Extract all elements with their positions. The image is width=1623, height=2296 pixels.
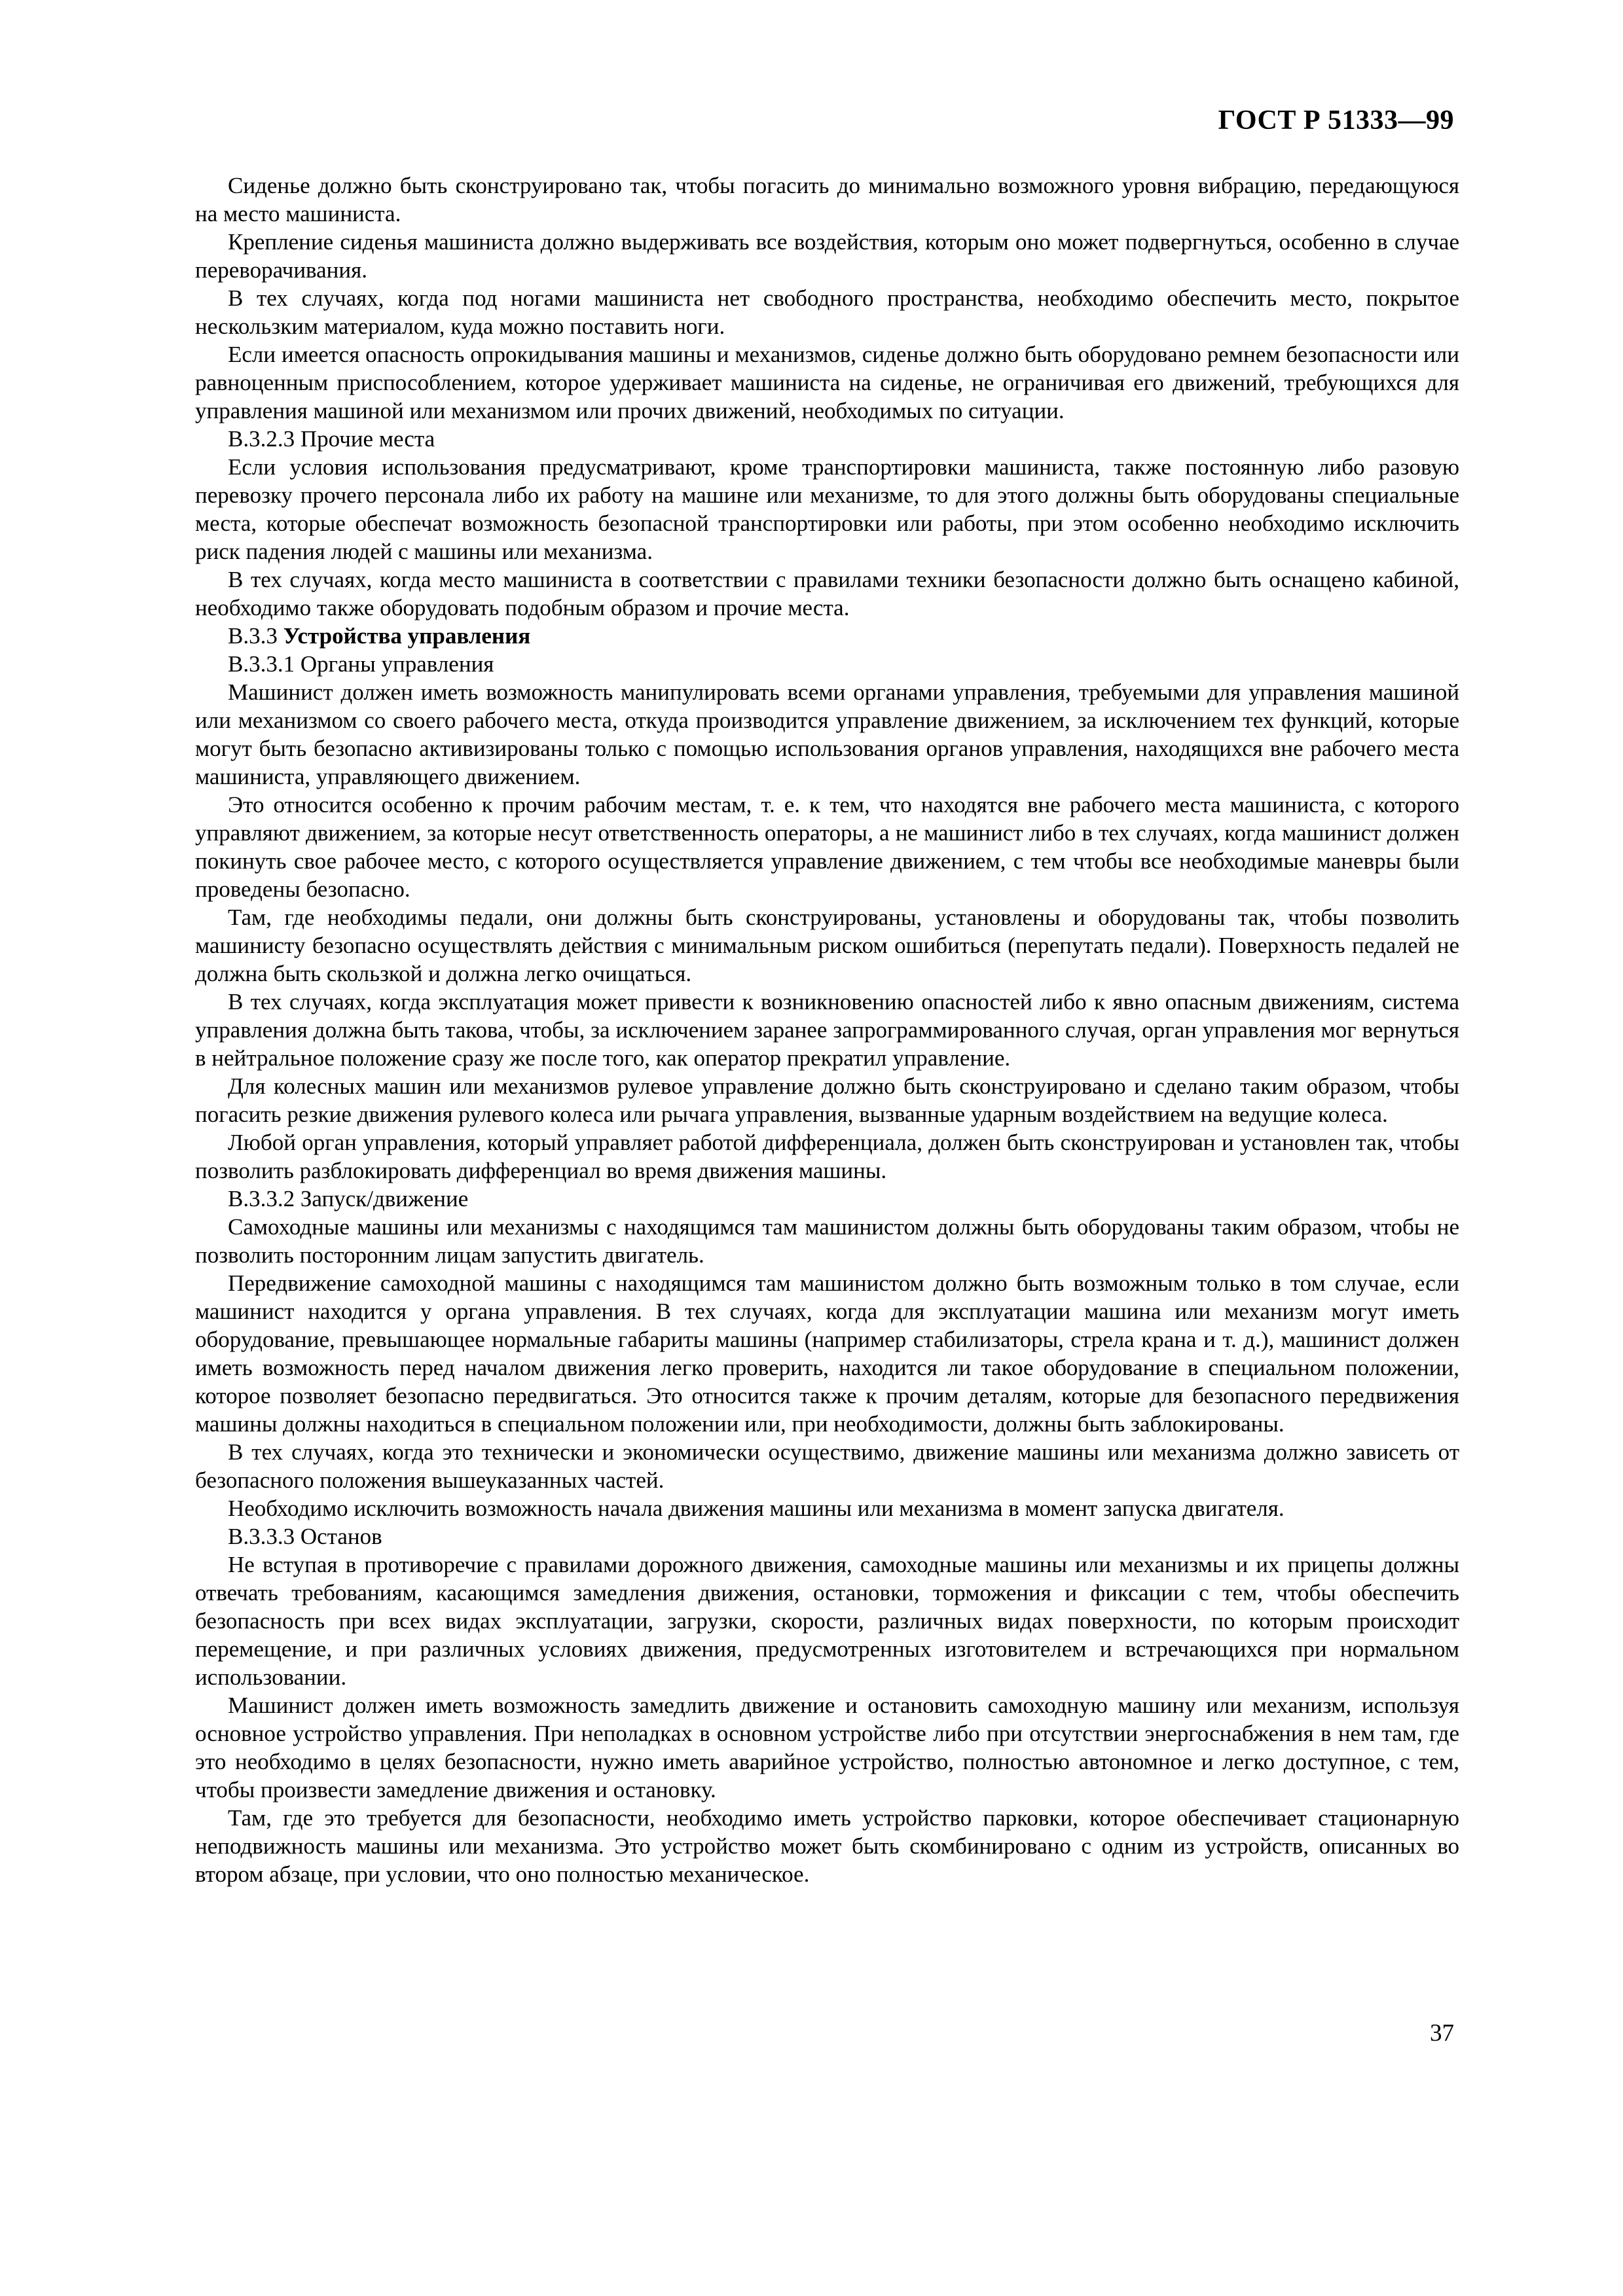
paragraph: Машинист должен иметь возможность замедлить движение и остановить самоходную машину или механизм, используя основное устройство управления. При неполадках в основном устройстве либо при отсутствии энергоснабжения в нем там, где это необходимо в целях безопасности, нужно иметь аварийное устройство, полностью автономное и легко доступное, с тем, чтобы произвести замедление движения и остановку. xyxy=(195,1693,1459,1803)
paragraph: Если имеется опасность опрокидывания машины и механизмов, сиденье должно быть оборудовано ремнем безопасности или равноценным приспособлением, которое удерживает машиниста на сиденье, не ограничивая его движений, требующихся для управления машиной или механизмом или прочих движений, необходимых по ситуации. xyxy=(195,342,1459,423)
section-title: Устройства управления xyxy=(283,623,531,649)
paragraph: Не вступая в противоречие с правилами дорожного движения, самоходные машины или механизмы и их прицепы должны отвечать требованиям, касающимся замедления движения, остановки, торможения и фиксации с тем, чтобы обеспечить безопасность при всех видах эксплуатации, загрузки, скорости, различных видах поверхности, по которым происходит перемещение, и при различных условиях движения, предусмотренных изготовителем и встречающихся при нормальном использовании. xyxy=(195,1552,1459,1690)
paragraph: Для колесных машин или механизмов рулевое управление должно быть сконструировано и сделано таким образом, чтобы погасить резкие движения рулевого колеса или рычага управления, вызванные ударным воздействием на ведущие колеса. xyxy=(195,1073,1459,1127)
document-header: ГОСТ Р 51333—99 xyxy=(1218,105,1454,135)
paragraph: Самоходные машины или механизмы с находящимся там машинистом должны быть оборудованы таким образом, чтобы не позволить посторонним лицам запустить двигатель. xyxy=(195,1214,1459,1268)
section-heading xyxy=(195,622,1459,650)
page-number: 37 xyxy=(1430,2020,1454,2047)
paragraph: В тех случаях, когда место машиниста в соответствии с правилами техники безопасности должно быть оснащено кабиной, необходимо также оборудовать подобным образом и прочие места. xyxy=(195,567,1459,620)
paragraph: Там, где необходимы педали, они должны быть сконструированы, установлены и оборудованы так, чтобы позволить машинисту безопасно осуществлять действия с минимальным риском ошибиться (перепутать педали). Поверхность педалей не должна быть скользкой и должна легко очищаться. xyxy=(195,905,1459,986)
paragraph: Крепление сиденья машиниста должно выдерживать все воздействия, которым оно может подвергнуться, особенно в случае переворачивания. xyxy=(195,229,1459,283)
section-heading: В.3.3.2 Запуск/движение xyxy=(228,1186,469,1211)
section-heading: В.3.3.1 Органы управления xyxy=(228,651,494,677)
paragraph: Сиденье должно быть сконструировано так, чтобы погасить до минимально возможного уровня вибрацию, передающуюся на место машиниста. xyxy=(195,173,1459,226)
section-heading: В.3.3.3 Останов xyxy=(228,1524,382,1549)
section-number: В.3.3 xyxy=(228,623,278,649)
paragraph: Передвижение самоходной машины с находящимся там машинистом должно быть возможным только в том случае, если машинист находится у органа управления. В тех случаях, когда для эксплуатации машина или механизм могут иметь оборудование, превышающее нормальные габариты машины (например стабилизаторы, стрела крана и т. д.), машинист должен иметь возможность перед началом движения легко проверить, находится ли такое оборудование в специальном положении, которое позволяет безопасно передвигаться. Это относится также к прочим деталям, которые для безопасного передвижения машины должны находиться в специальном положении или, при необходимости, должны быть заблокированы. xyxy=(195,1270,1459,1437)
paragraph: В тех случаях, когда под ногами машиниста нет свободного пространства, необходимо обеспечить место, покрытое нескользким материалом, куда можно поставить ноги. xyxy=(195,285,1459,339)
paragraph: Любой орган управления, который управляет работой дифференциала, должен быть сконструирован и установлен так, чтобы позволить разблокировать дифференциал во время движения машины. xyxy=(195,1130,1459,1183)
paragraph: Это относится особенно к прочим рабочим местам, т. е. к тем, что находятся вне рабочего места машиниста, с которого управляют движением, за которые несут ответственность операторы, а не машинист либо в тех случаях, когда машинист должен покинуть свое рабочее место, с которого осуществляется управление движением, с тем чтобы все необходимые маневры были проведены безопасно. xyxy=(195,792,1459,902)
paragraph: В тех случаях, когда это технически и экономически осуществимо, движение машины или механизма должно зависеть от безопасного положения вышеуказанных частей. xyxy=(195,1439,1459,1493)
document-body xyxy=(195,171,1459,1888)
paragraph: Там, где это требуется для безопасности, необходимо иметь устройство парковки, которое обеспечивает стационарную неподвижность машины или механизма. Это устройство может быть скомбинировано с одним из устройств, описанных во втором абзаце, при условии, что оно полностью механическое. xyxy=(195,1805,1459,1887)
paragraph: Необходимо исключить возможность начала движения машины или механизма в момент запуска двигателя. xyxy=(228,1496,1285,1521)
paragraph: Машинист должен иметь возможность манипулировать всеми органами управления, требуемыми для управления машиной или механизмом со своего рабочего места, откуда производится управление движением, за исключением тех функций, которые могут быть безопасно активизированы только с помощью использования органов управления, находящихся вне рабочего места машиниста, управляющего движением. xyxy=(195,679,1459,789)
paragraph: В тех случаях, когда эксплуатация может привести к возникновению опасностей либо к явно опасным движениям, система управления должна быть такова, чтобы, за исключением заранее запрограммированного случая, орган управления мог вернуться в нейтральное положение сразу же после того, как оператор прекратил управление. xyxy=(195,989,1459,1071)
paragraph: Если условия использования предусматривают, кроме транспортировки машиниста, также постоянную либо разовую перевозку прочего персонала либо их работу на машине или механизме, то для этого должны быть оборудованы специальные места, которые обеспечат возможность безопасной транспортировки или работы, при этом особенно необходимо исключить риск падения людей с машины или механизма. xyxy=(195,454,1459,564)
section-heading: В.3.2.3 Прочие места xyxy=(228,426,435,452)
